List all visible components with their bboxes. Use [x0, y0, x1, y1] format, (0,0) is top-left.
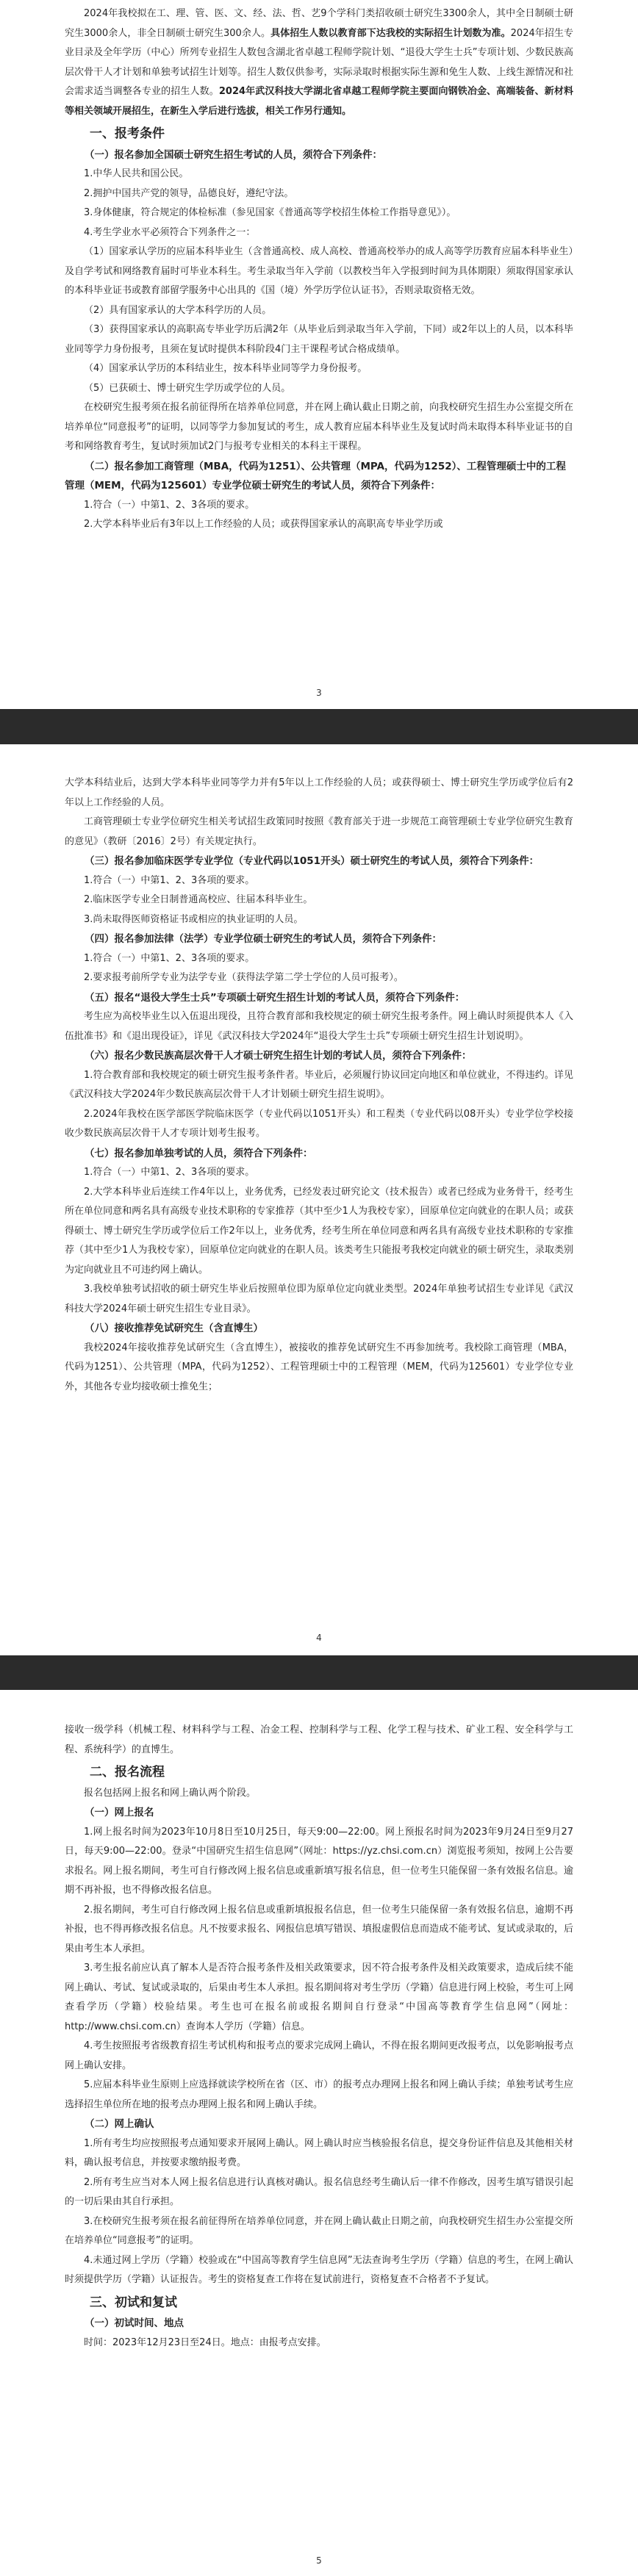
subsection-heading: （一）初试时间、地点: [85, 2317, 184, 2329]
subsection-heading: （六）报名少数民族高层次骨干人才硕士研究生招生计划的考试人员，须符合下列条件：: [85, 1050, 472, 1062]
list-item: 1.中华人民共和国公民。: [84, 168, 189, 179]
section-heading-exams: 三、初试和复试: [90, 2295, 177, 2310]
list-item: 1.网上报名时间为2023年10月8日至10月25日，每天9:00—22:00。网上预报名时间为2023年9月24日至9月27日，每天9:00—22:00。登录“中国研究生招生信息网”（网址：https://yz.chsi.com.cn）浏览报考须知，按网上公告要求报名。网上报名期间，考生可自行修改网上报名信息或重新填写报名信息，但一位考生只能保留一条有效报名信息。逾期不再补报，也不得修改报名信息。: [65, 1826, 573, 1896]
paragraph: 考生应为高校毕业生以入伍退出现役，且符合教育部和我校规定的硕士研究生报考条件。网上确认时须提供本人《入伍批准书》和《退出现役证》，详见《武汉科技大学2024年“退役大学生士兵”专项硕士研究生招生计划说明》。: [65, 1011, 573, 1042]
paragraph: 接收一级学科（机械工程、材料科学与工程、冶金工程、控制科学与工程、化学工程与技术、矿业工程、安全科学与工程、系统科学）的直博生。: [65, 1724, 573, 1755]
list-item: 3.身体健康，符合规定的体检标准（参见国家《普通高等学校招生体检工作指导意见》）。: [84, 207, 456, 218]
list-item: 3.尚未取得医师资格证书或相应的执业证明的人员。: [84, 913, 304, 925]
list-item: 3.我校单独考试招收的硕士研究生毕业后按照单位即为原单位定向就业类型。2024年单独考试招生专业详见《武汉科技大学2024年硕士研究生招生专业目录》。: [65, 1284, 573, 1314]
section-heading-eligibility: 一、报考条件: [90, 126, 165, 141]
subsection-heading: （二）报名参加工商管理（MBA，代码为1251）、公共管理（MPA，代码为1252）、工程管理硕士中的工程管理（MEM，代码为125601）专业学位硕士研究生的考试人员，须符合下列条件：: [65, 460, 566, 492]
paragraph: 1.符合教育部和我校规定的硕士研究生报考条件者。毕业后，必须履行协议回定向地区和单位就业，不得违约。详见《武汉科技大学2024年少数民族高层次骨干人才计划硕士研究生招生说明》。: [65, 1069, 573, 1100]
subsection-heading: （四）报名参加法律（法学）专业学位硕士研究生的考试人员，须符合下列条件：: [85, 933, 442, 945]
list-item: 2.拥护中国共产党的领导，品德良好，遵纪守法。: [84, 187, 294, 199]
list-item: （4）国家承认学历的本科结业生，按本科毕业同等学力身份报考。: [84, 363, 368, 374]
list-item: 1.符合（一）中第1、2、3各项的要求。: [84, 1167, 255, 1178]
paragraph: 2.2024年我校在医学部医学院临床医学（专业代码以1051开头）和工程类（专业代码以08开头）专业学位学校接收少数民族高层次骨干人才专项计划考生报考。: [65, 1108, 573, 1139]
paragraph: 我校2024年接收推荐免试研究生（含直博生），被接收的推荐免试研究生不再参加统考。我校除工商管理（MBA，代码为1251）、公共管理（MPA，代码为1252）、工程管理硕士中的工程管理（MEM，代码为125601）专业学位专业外，其他各专业均接收硕士推免生；: [65, 1342, 573, 1392]
subsection-heading: （一）网上报名: [85, 1807, 154, 1818]
page-body: [65, 1690, 573, 2353]
paragraph: 时间：2023年12月23日至24日。地点：由报考点安排。: [84, 2336, 326, 2348]
list-item: 2.报名期间，考生可自行修改网上报名信息或重新填报报名信息，但一位考生只能保留一条有效报名信息，逾期不再补报，也不得再修改报名信息。凡不按要求报名、网报信息填写错误、填报虚假信息而造成不能考试、复试或录取的，后果由考生本人承担。: [65, 1904, 573, 1954]
list-item: 2.所有考生应当对本人网上报名信息进行认真核对确认。报名信息经考生确认后一律不作修改，因考生填写错误引起的一切后果由其自行承担。: [65, 2176, 573, 2207]
subsection-heading: （三）报名参加临床医学专业学位（专业代码以1051开头）硕士研究生的考试人员，须符合下列条件：: [85, 855, 540, 867]
page-body: [65, 744, 573, 1397]
list-item: 3.在校研究生报考须在报名前征得所在培养单位同意，并在网上确认截止日期之前，向我校研究生招生办公室提交所在培养单位“同意报考”的证明。: [65, 2215, 573, 2246]
subsection-heading: （七）报名参加单独考试的人员，须符合下列条件：: [85, 1147, 313, 1159]
list-item: 5.应届本科毕业生原则上应选择就读学校所在省（区、市）的报考点办理网上报名和网上确认手续；单独考试考生应选择招生单位所在地的报考点办理网上报名和网上确认手续。: [65, 2079, 573, 2110]
list-item: 4.考生学业水平必须符合下列条件之一：: [84, 226, 256, 238]
page-separator: [0, 1655, 638, 1690]
list-item: 1.符合（一）中第1、2、3各项的要求。: [84, 952, 255, 964]
page-number: 5: [316, 2555, 322, 2566]
list-item: 4.未通过网上学历（学籍）校验或在“中国高等教育学生信息网”无法查询考生学历（学籍）信息的考生，在网上确认时须提供学历（学籍）认证报告。考生的资格复查工作将在复试前进行，资格复查不合格者不予复试。: [65, 2254, 573, 2285]
subsection-heading: （二）网上确认: [85, 2118, 154, 2130]
document-page-5: [0, 1690, 638, 2576]
list-item: 2.临床医学专业全日制普通高校应、往届本科毕业生。: [84, 894, 313, 905]
list-item: （2）具有国家承认的大学本科学历的人员。: [84, 304, 272, 316]
list-item: （3）获得国家承认的高职高专毕业学历后满2年（从毕业后到录取当年入学前，下同）或2年以上的人员，以本科毕业同等学力身份报考，且须在复试时提供本科阶段4门主干课程考试合格成绩单。: [65, 324, 573, 355]
list-item: 1.符合（一）中第1、2、3各项的要求。: [84, 874, 255, 886]
subsection-heading: （五）报名“退役大学生士兵”专项硕士研究生招生计划的考试人员，须符合下列条件：: [85, 991, 465, 1004]
page-separator: [0, 709, 638, 744]
paragraph: 大学本科结业后，达到大学本科毕业同等学力并有5年以上工作经验的人员；或获得硕士、博士研究生学历或学位后有2年以上工作经验的人员。: [65, 777, 573, 808]
page-number: 3: [316, 688, 322, 698]
list-item: 2.要求报考前所学专业为法学专业（获得法学第二学士学位的人员可报考）。: [84, 972, 404, 983]
section-heading-registration: 二、报名流程: [90, 1765, 165, 1780]
list-item: （5）已获硕士、博士研究生学历或学位的人员。: [84, 382, 291, 394]
page-body: [65, 0, 573, 535]
paragraph: 工商管理硕士专业学位研究生相关考试招生政策同时按照《教育部关于进一步规范工商管理硕士专业学位研究生教育的意见》（教研〔2016〕2号）有关规定执行。: [65, 816, 573, 847]
list-item: （1）国家承认学历的应届本科毕业生（含普通高校、成人高校、普通高校举办的成人高等学历教育应届本科毕业生）及自学考试和网络教育届时可毕业本科生。考生录取当年入学前（以教校当年入学报到时间为具体期限）须取得国家承认的本科毕业证书或教育部留学服务中心出具的《国（境）外学历学位认证书》，否则录取资格无效。: [65, 246, 573, 296]
page-number: 4: [316, 1633, 322, 1643]
list-item: 3.考生报名前应认真了解本人是否符合报考条件及相关政策要求，因不符合报考条件及相关政策要求，造成后续不能网上确认、考试、复试或录取的，后果由考生本人承担。报名期间将对考生学历（学籍）信息进行网上校验，考生可上网查看学历（学籍）校验结果。考生也可在报名前或报名期间自行登录“中国高等教育学生信息网”（网址：http://www.chsi.com.cn）查询本人学历（学籍）信息。: [65, 1962, 573, 2032]
list-item: 4.考生按照报考省级教育招生考试机构和报考点的要求完成网上确认，不得在报名期间更改报考点，以免影响报考点网上确认安排。: [65, 2040, 573, 2071]
paragraph: 在校研究生报考须在报名前征得所在培养单位同意，并在网上确认截止日期之前，向我校研究生招生办公室提交所在培养单位“同意报考”的证明，以同等学力参加复试的考生，成人教育应届本科毕业生及复试时尚未取得本科毕业证书的自考和网络教育考生，复试时须加试2门与报考专业相关的本科主干课程。: [65, 402, 573, 452]
subsection-heading: （八）接收推荐免试研究生（含直博生）: [85, 1323, 263, 1334]
subsection-heading: （一）报名参加全国硕士研究生招生考试的人员，须符合下列条件：: [85, 148, 382, 161]
list-item: 1.符合（一）中第1、2、3各项的要求。: [84, 499, 255, 511]
intro-paragraph: 2024年我校拟在工、理、管、医、文、经、法、哲、艺9个学科门类招收硕士研究生3300余人，其中全日制硕士研究生3000余人，非全日制硕士研究生300余人。具体招生人数以教育部下达我校的实际招生计划数为准。2024年招生专业目录及全年学历（中心）所列专业招生人数包含湖北省卓越工程师学院计划、“退役大学生士兵”专项计划、少数民族高层次骨干人才计划和单独考试招生计划等。招生人数仅供参考，实际录取时根据实际生源和免生人数、上线生源情况和社会需求适当调整各专业的招生人数。2024年武汉科技大学湖北省卓越工程师学院主要面向钢铁冶金、高端装备、新材料等相关领域开展招生，在新生入学后进行选拔，相关工作另行通知。: [65, 8, 573, 117]
paragraph: 报名包括网上报名和网上确认两个阶段。: [84, 1787, 257, 1799]
list-item: 2.大学本科毕业后有3年以上工作经验的人员；或获得国家承认的高职高专毕业学历或: [84, 519, 443, 530]
document-page-4: [0, 744, 638, 1655]
list-item: 1.所有考生均应按照报考点通知要求开展网上确认。网上确认时应当核验报名信息，提交身份证件信息及其他相关材料，确认报考信息，并按要求缴纳报考费。: [65, 2137, 573, 2168]
list-item: 2.大学本科毕业后连续工作4年以上，业务优秀，已经发表过研究论文（技术报告）或者已经成为业务骨干，经考生所在单位同意和两名具有高级专业技术职称的专家推荐（其中至少1人为我校专家），回原单位定向就业的在职人员；或获得硕士、博士研究生学历或学位后工作2年以上，业务优秀，经考生所在单位同意和两名具有高级专业技术职称的专家推荐（其中至少1人为我校专家），回原单位定向就业的在职人员。该类考生只能报考我校定向就业的硕士研究生，录取类别为定向就业且不可违约网上确认。: [65, 1186, 573, 1276]
document-page-3: [0, 0, 638, 709]
